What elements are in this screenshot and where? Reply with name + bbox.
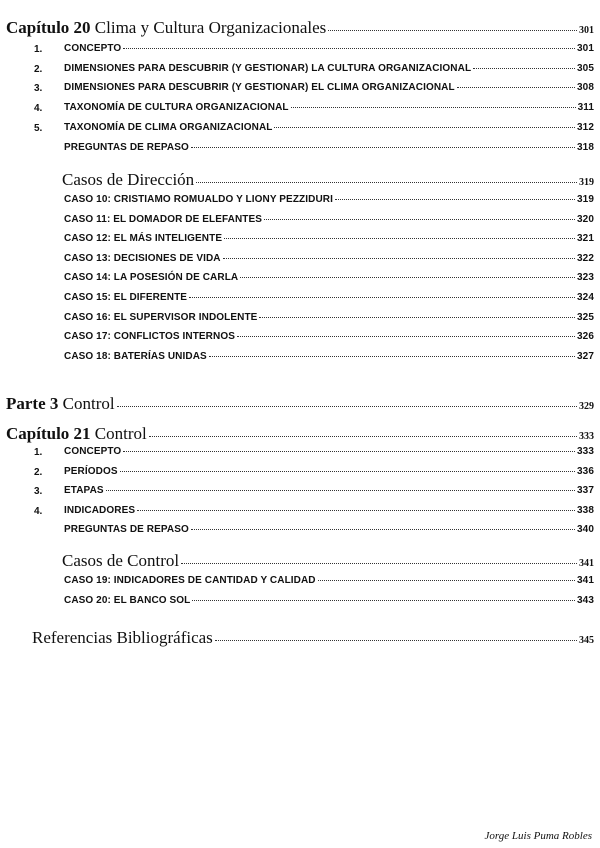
toc-entry[interactable]	[0, 142, 600, 153]
part-3-title: Control	[62, 394, 115, 413]
dot-leader	[259, 317, 575, 318]
chapter-21-prefix: Capítulo 21	[6, 424, 91, 443]
toc-entry-page: 325	[577, 311, 594, 323]
toc-entry[interactable]	[0, 351, 600, 362]
item-number: 4.	[34, 103, 43, 115]
dot-leader	[318, 580, 575, 581]
dot-leader	[209, 356, 575, 357]
toc-entry-page: 341	[577, 575, 594, 586]
toc-entry[interactable]	[0, 505, 600, 516]
toc-entry[interactable]	[0, 524, 600, 535]
casos-direccion-page: 319	[579, 177, 594, 188]
toc-entry-page: 308	[577, 82, 594, 94]
toc-entry-label: CONCEPTO	[64, 446, 122, 457]
part-3-prefix: Parte 3	[6, 394, 59, 413]
dot-leader	[291, 107, 576, 108]
dot-leader	[328, 30, 577, 31]
dot-leader	[196, 182, 577, 183]
chapter-21-title: Control	[94, 424, 147, 443]
toc-entry-label: CASO 15: EL DIFERENTE	[64, 292, 188, 303]
chapter-21-page: 333	[579, 431, 594, 442]
references-page: 345	[579, 635, 594, 646]
dot-leader	[123, 48, 575, 49]
toc-entry-label: PREGUNTAS DE REPASO	[64, 141, 189, 153]
toc-entry[interactable]	[0, 233, 600, 244]
toc-entry[interactable]	[0, 312, 600, 323]
dot-leader	[123, 451, 575, 452]
toc-entry-page: 305	[577, 62, 594, 74]
toc-entry-page: 320	[577, 213, 594, 225]
dot-leader	[137, 510, 575, 511]
toc-entry-label: CASO 17: CONFLICTOS INTERNOS	[64, 331, 235, 343]
toc-entry[interactable]	[0, 82, 600, 93]
toc-entry-label: CASO 14: LA POSESIÓN DE CARLA	[64, 272, 239, 284]
toc-entry-label: DIMENSIONES PARA DESCUBRIR (Y GESTIONAR) EL CLIMA ORGANIZACIONAL	[64, 82, 455, 94]
toc-entry-label: CASO 19: INDICADORES DE CANTIDAD Y CALIDAD	[64, 575, 316, 586]
toc-entry-page: 323	[577, 272, 594, 284]
toc-entry-page: 340	[577, 524, 594, 536]
toc-entry[interactable]	[0, 446, 600, 457]
references-title: Referencias Bibliográficas	[32, 628, 213, 647]
toc-entry-page: 321	[577, 233, 594, 245]
toc-entry-label: TAXONOMÍA DE CULTURA ORGANIZACIONAL	[64, 102, 289, 114]
toc-entry-page: 326	[577, 331, 594, 343]
toc-entry-label: CASO 11: EL DOMADOR DE ELEFANTES	[64, 213, 263, 225]
toc-entry[interactable]	[0, 575, 600, 586]
item-number: 3.	[34, 83, 43, 95]
item-number: 1.	[34, 44, 43, 55]
dot-leader	[223, 258, 575, 259]
item-number: 1.	[34, 447, 43, 458]
dot-leader	[191, 147, 575, 148]
dot-leader	[120, 471, 575, 472]
toc-entry-label: CONCEPTO	[64, 43, 122, 54]
chapter-20-title: Clima y Cultura Organizacionales	[94, 18, 327, 37]
toc-entry-label: CASO 13: DECISIONES DE VIDA	[64, 252, 221, 264]
dot-leader	[149, 436, 577, 437]
toc-entry[interactable]	[0, 331, 600, 342]
toc-entry-page: 322	[577, 252, 594, 264]
item-number: 3.	[34, 486, 43, 498]
toc-entry-page: 337	[577, 485, 594, 497]
dot-leader	[106, 490, 575, 491]
toc-entry[interactable]	[0, 63, 600, 74]
toc-entry-page: 311	[577, 102, 594, 114]
item-number: 4.	[34, 505, 43, 517]
toc-entry[interactable]	[0, 292, 600, 303]
dot-leader	[191, 529, 575, 530]
chapter-20-page: 301	[579, 25, 594, 36]
toc-entry-label: PERÍODOS	[64, 465, 118, 477]
toc-entry-label: ETAPAS	[64, 485, 104, 497]
toc-entry-label: CASO 10: CRISTIAMO ROMUALDO Y LIONY PEZZIDURI	[64, 194, 333, 205]
chapter-20-prefix: Capítulo 20	[6, 18, 91, 37]
toc-entry-page: 343	[577, 595, 594, 606]
toc-entry-page: 338	[577, 504, 594, 516]
casos-direccion-heading[interactable]	[0, 170, 600, 190]
toc-entry[interactable]	[0, 595, 600, 606]
chapter-21-heading[interactable]	[0, 424, 600, 444]
item-number: 2.	[34, 63, 43, 75]
toc-entry-label: PREGUNTAS DE REPASO	[64, 524, 189, 536]
toc-entry[interactable]	[0, 253, 600, 264]
toc-entry[interactable]	[0, 194, 600, 205]
toc-entry-label: CASO 12: EL MÁS INTELIGENTE	[64, 233, 223, 245]
footer-author: Jorge Luis Puma Robles	[484, 830, 592, 842]
chapter-20-heading[interactable]	[0, 18, 600, 38]
item-number: 5.	[34, 122, 43, 134]
toc-entry[interactable]	[0, 214, 600, 225]
toc-entry-page: 333	[577, 446, 594, 457]
dot-leader	[237, 336, 575, 337]
toc-entry-page: 336	[577, 465, 594, 477]
casos-direccion-title: Casos de Dirección	[62, 170, 195, 189]
dot-leader	[264, 219, 575, 220]
dot-leader	[215, 640, 577, 641]
dot-leader	[117, 406, 577, 407]
toc-entry[interactable]	[0, 272, 600, 283]
dot-leader	[240, 277, 575, 278]
part-3-page: 329	[579, 401, 594, 412]
part-3-heading[interactable]	[0, 394, 600, 414]
toc-entry[interactable]	[0, 102, 600, 113]
toc-entry-page: 301	[577, 43, 594, 54]
toc-entry-page: 324	[577, 292, 594, 303]
toc-entry[interactable]	[0, 43, 600, 54]
toc-entry-page: 327	[577, 350, 594, 362]
toc-entry-page: 318	[577, 141, 594, 153]
toc-entry[interactable]	[0, 485, 600, 496]
item-number: 2.	[34, 466, 43, 478]
casos-control-title: Casos de Control	[62, 551, 180, 570]
toc-entry-label: CASO 20: EL BANCO SOL	[64, 595, 191, 606]
dot-leader	[473, 68, 575, 69]
toc-entry-label: TAXONOMÍA DE CLIMA ORGANIZACIONAL	[64, 121, 273, 133]
toc-entry-label: DIMENSIONES PARA DESCUBRIR (Y GESTIONAR) LA CULTURA ORGANIZACIONAL	[64, 62, 472, 74]
toc-entry[interactable]	[0, 466, 600, 477]
dot-leader	[457, 87, 575, 88]
toc-entry-label: CASO 18: BATERÍAS UNIDAS	[64, 350, 207, 362]
dot-leader	[224, 238, 575, 239]
toc-entry[interactable]	[0, 122, 600, 133]
toc-entry-page: 319	[577, 194, 594, 205]
references-heading[interactable]	[0, 628, 600, 648]
dot-leader	[181, 563, 577, 564]
casos-control-page: 341	[579, 558, 594, 569]
dot-leader	[192, 600, 575, 601]
toc-entry-label: CASO 16: EL SUPERVISOR INDOLENTE	[64, 311, 258, 323]
toc-entry-page: 312	[577, 121, 594, 133]
toc-entry-label: INDICADORES	[64, 504, 136, 516]
dot-leader	[335, 199, 575, 200]
dot-leader	[274, 127, 575, 128]
casos-control-heading[interactable]	[0, 551, 600, 571]
dot-leader	[189, 297, 575, 298]
